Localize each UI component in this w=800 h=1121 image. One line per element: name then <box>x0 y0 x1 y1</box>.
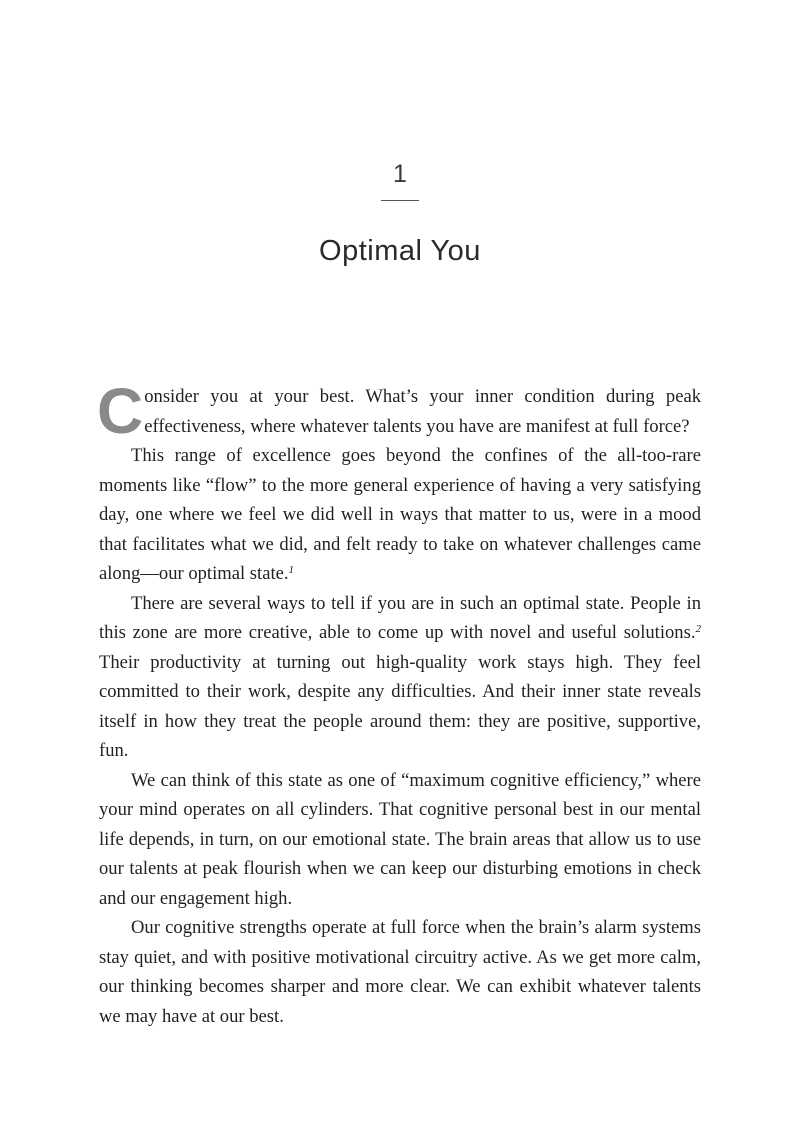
paragraph-3-text-a: There are several ways to tell if you are in such an optimal state. People in this zone are more creative, able to come up with novel and useful solutions. <box>99 592 701 643</box>
paragraph-3 <box>99 589 701 766</box>
paragraph-5-text: Our cognitive strengths operate at full force when the brain’s alarm systems stay quiet, and with positive motivational circuitry active. As we get more calm, our thinking becomes sharper and more clear. We can exhibit whatever talents we may have at our best. <box>99 917 701 1027</box>
paragraph-5 <box>99 913 701 1031</box>
drop-cap: C <box>97 375 144 447</box>
paragraph-4-text: We can think of this state as one of “maximum cognitive efficiency,” where your mind operates on all cylinders. That cognitive personal best in our mental life depends, in turn, on our emotional state. The brain areas that allow us to use our talents at peak flourish when we can keep our disturbing emotions in check and our engagement high. <box>99 769 701 909</box>
paragraph-1 <box>97 375 701 447</box>
chapter-body <box>97 375 701 1031</box>
footnote-marker-1[interactable]: 1 <box>288 564 295 576</box>
chapter-title: Optimal You <box>319 235 481 267</box>
paragraph-2-text: This range of excellence goes beyond the confines of the all-too-rare moments like “flow” to the more general experience of having a very satisfying day, one where we feel we did well in ways that matter to us, were in a mood that facilitates what we did, and felt ready to take on whatever challenges came along—our optimal state. <box>99 445 701 584</box>
chapter-number: 1 <box>393 160 407 188</box>
paragraph-1-text: onsider you at your best. What’s your inner condition during peak effectiveness, where whatever talents you have are manifest at full force? <box>144 386 701 437</box>
paragraph-2 <box>99 441 701 589</box>
paragraph-4 <box>99 766 701 914</box>
footnote-marker-2[interactable]: 2 <box>695 623 701 635</box>
paragraph-3-text-b: Their productivity at turning out high-quality work stays high. They feel committed to their work, despite any difficulties. And their inner state reveals itself in how they treat the people around them: they are positive, supportive, fun. <box>99 651 701 761</box>
chapter-divider <box>381 200 419 201</box>
